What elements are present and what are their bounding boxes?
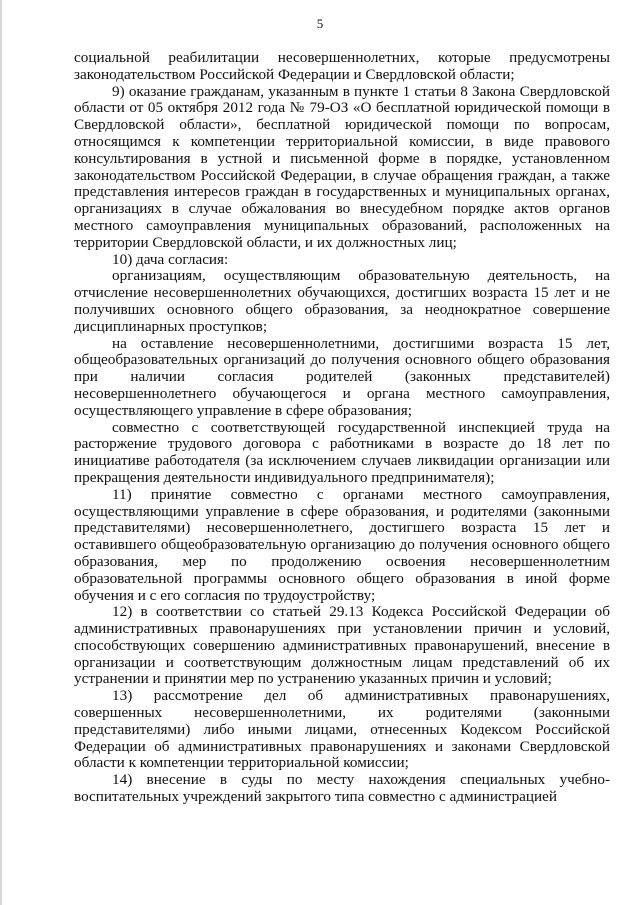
paragraph-continuation: социальной реабилитации несовершеннолетних, которые предусмотрены законодательством Российской Федерации и Свердловской области; [74, 49, 610, 83]
paragraph-item-11: 11) принятие совместно с органами местного самоуправления, осуществляющими управление в сфере образования, и родителями (законными представителями) несовершеннолетнего, достигшего возраста 15 лет и оставившего общеобразовательную организацию до получения основного общего образования, мер по продолжению освоения несовершеннолетним образовательной программы основного общего образования в иной форме обучения и с его согласия по трудоустройству; [74, 485, 610, 604]
document-body [74, 50, 610, 806]
page-number: 5 [316, 16, 324, 31]
paragraph-item-14: 14) внесение в суды по месту нахождения специальных учебно-воспитательных учреждений закрытого типа совместно с администрацией [74, 771, 610, 806]
paragraph-item-9: 9) оказание гражданам, указанным в пункте 1 статьи 8 Закона Свердловской области от 05 октября 2012 года № 79-ОЗ «О бесплатной юридической помощи в Свердловской области», бесплатной юридической помощи по вопросам, относящимся к компетенции территориальной комиссии, в виде правового консультирования в устной и письменной форме в порядке, установленном законодательством Российской Федерации, в случае обращения граждан, а также представления интересов граждан в государственных и муниципальных органах, организациях в случае обжалования во внесудебном порядке актов органов местного самоуправления муниципальных образований, расположенных на территории Свердловской области, и их должностных лиц; [74, 82, 610, 251]
paragraph-item-10: 10) дача согласия: [112, 250, 229, 268]
paragraph-item-10-a: организациям, осуществляющим образовательную деятельность, на отчисление несовершеннолетних обучающихся, достигших возраста 15 лет и не получивших основного общего образования, за неоднократное совершение дисциплинарных проступков; [74, 267, 610, 335]
paragraph-item-10-c: совместно с соответствующей государственной инспекцией труда на расторжение трудового договора с работниками в возрасте до 18 лет по инициативе работодателя (за исключением случаев ликвидации организации или прекращения деятельности индивидуального предпринимателя); [74, 418, 610, 486]
paragraph-item-13: 13) рассмотрение дел об административных правонарушениях, совершенных несовершеннолетними, их родителями (законными представителями) либо иными лицами, отнесенных Кодексом Российской Федерации об административных правонарушениях и законами Свердловской области к компетенции территориальной комиссии; [74, 687, 610, 772]
scan-edge [0, 0, 2, 905]
paragraph-item-12: 12) в соответствии со статьей 29.13 Кодекса Российской Федерации об административных правонарушениях при установлении причин и условий, способствующих совершению административных правонарушений, внесение в организации и соответствующим должностным лицам представлений об их устранении и принятии мер по устранению указанных причин и условий; [74, 603, 610, 688]
paragraph-item-10-b: на оставление несовершеннолетними, достигшими возраста 15 лет, общеобразовательных организаций до получения основного общего образования при наличии согласия родителей (законных представителей) несовершеннолетнего обучающегося и органа местного самоуправления, осуществляющего управление в сфере образования; [74, 334, 610, 419]
